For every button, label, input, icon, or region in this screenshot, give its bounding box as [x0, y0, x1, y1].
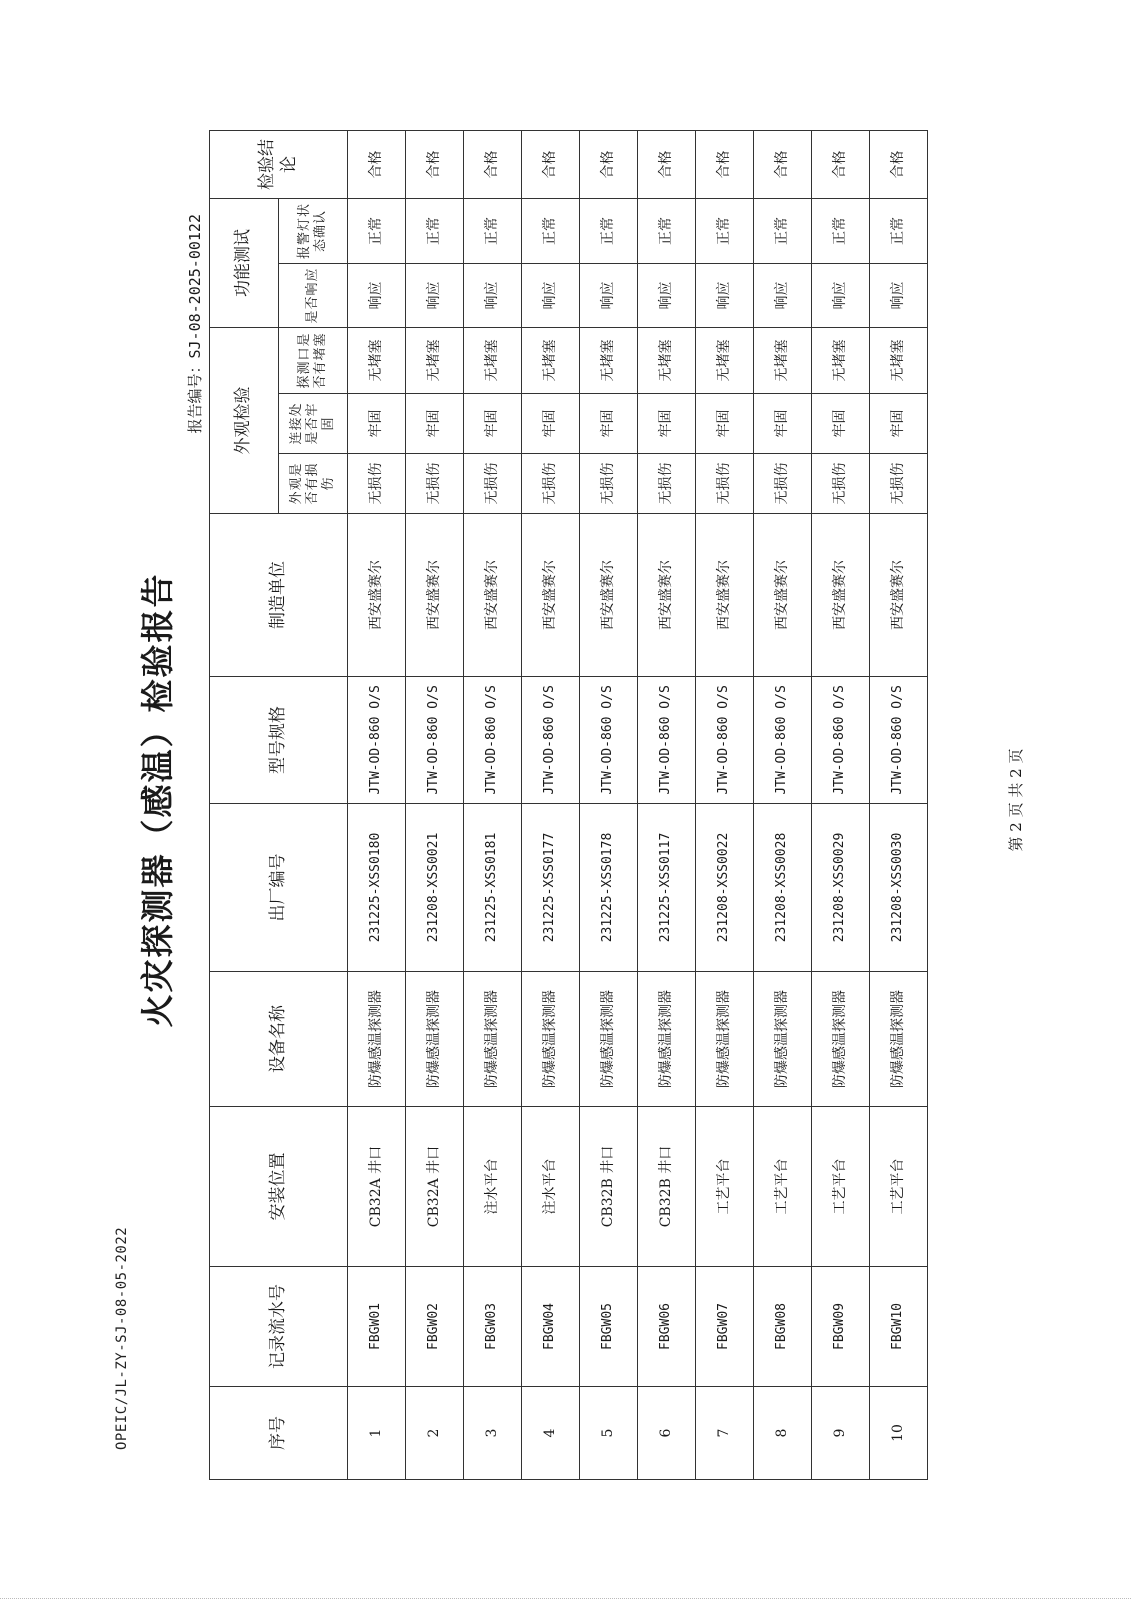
cell-response: 响应	[870, 264, 928, 328]
table-row	[812, 131, 870, 1480]
cell-serial-no: 231225-XSS0177	[522, 804, 580, 972]
cell-manufacturer: 西安盛赛尔	[464, 514, 522, 677]
cell-device-name: 防爆感温探测器	[580, 972, 638, 1107]
page-footer: 第 2 页 共 2 页	[1007, 748, 1025, 852]
cell-model: JTW-OD-860 O/S	[696, 677, 754, 804]
cell-port-blocked: 无堵塞	[812, 328, 870, 394]
header-model: 型号规格	[210, 677, 348, 804]
header-manufacturer: 制造单位	[210, 514, 348, 677]
cell-response: 响应	[812, 264, 870, 328]
cell-manufacturer: 西安盛赛尔	[348, 514, 406, 677]
cell-serial-no: 231208-XSS0029	[812, 804, 870, 972]
cell-connection-firm: 牢固	[464, 394, 522, 454]
cell-record-no: FBGW06	[638, 1267, 696, 1387]
table-row	[754, 131, 812, 1480]
cell-manufacturer: 西安盛赛尔	[696, 514, 754, 677]
cell-location: CB32B 井口	[638, 1107, 696, 1267]
header-response: 是否响应	[279, 264, 348, 328]
cell-connection-firm: 牢固	[580, 394, 638, 454]
cell-response: 响应	[638, 264, 696, 328]
cell-model: JTW-OD-860 O/S	[754, 677, 812, 804]
cell-connection-firm: 牢固	[812, 394, 870, 454]
cell-connection-firm: 牢固	[754, 394, 812, 454]
cell-seq: 7	[696, 1387, 754, 1480]
cell-location: 工艺平台	[696, 1107, 754, 1267]
cell-location: CB32B 井口	[580, 1107, 638, 1267]
cell-port-blocked: 无堵塞	[580, 328, 638, 394]
cell-alarm-light: 正常	[870, 199, 928, 264]
cell-model: JTW-OD-860 O/S	[406, 677, 464, 804]
table-row	[580, 131, 638, 1480]
cell-seq: 5	[580, 1387, 638, 1480]
table-row	[638, 131, 696, 1480]
cell-seq: 10	[870, 1387, 928, 1480]
table-row	[406, 131, 464, 1480]
cell-port-blocked: 无堵塞	[754, 328, 812, 394]
cell-alarm-light: 正常	[348, 199, 406, 264]
cell-location: CB32A 井口	[348, 1107, 406, 1267]
cell-seq: 6	[638, 1387, 696, 1480]
cell-alarm-light: 正常	[522, 199, 580, 264]
cell-connection-firm: 牢固	[348, 394, 406, 454]
cell-model: JTW-OD-860 O/S	[870, 677, 928, 804]
cell-conclusion: 合格	[580, 131, 638, 199]
cell-record-no: FBGW05	[580, 1267, 638, 1387]
cell-conclusion: 合格	[464, 131, 522, 199]
cell-conclusion: 合格	[754, 131, 812, 199]
cell-serial-no: 231208-XSS0022	[696, 804, 754, 972]
table-row	[870, 131, 928, 1480]
page-title: 火灾探测器（感温）检验报告	[138, 572, 177, 1028]
cell-appearance-damage: 无损伤	[580, 454, 638, 514]
cell-serial-no: 231208-XSS0021	[406, 804, 464, 972]
cell-location: 工艺平台	[754, 1107, 812, 1267]
header-serial-no: 出厂编号	[210, 804, 348, 972]
header-seq: 序号	[210, 1387, 348, 1480]
cell-location: 工艺平台	[812, 1107, 870, 1267]
cell-serial-no: 231225-XSS0178	[580, 804, 638, 972]
cell-record-no: FBGW09	[812, 1267, 870, 1387]
cell-response: 响应	[580, 264, 638, 328]
cell-manufacturer: 西安盛赛尔	[580, 514, 638, 677]
cell-conclusion: 合格	[812, 131, 870, 199]
header-port-blocked: 探测口是否有堵塞	[279, 328, 348, 394]
cell-manufacturer: 西安盛赛尔	[870, 514, 928, 677]
header-record-no: 记录流水号	[210, 1267, 348, 1387]
cell-serial-no: 231225-XSS0117	[638, 804, 696, 972]
cell-port-blocked: 无堵塞	[406, 328, 464, 394]
cell-record-no: FBGW04	[522, 1267, 580, 1387]
cell-serial-no: 231208-XSS0028	[754, 804, 812, 972]
cell-connection-firm: 牢固	[406, 394, 464, 454]
cell-model: JTW-OD-860 O/S	[522, 677, 580, 804]
cell-device-name: 防爆感温探测器	[638, 972, 696, 1107]
header-device-name: 设备名称	[210, 972, 348, 1107]
cell-appearance-damage: 无损伤	[638, 454, 696, 514]
cell-port-blocked: 无堵塞	[464, 328, 522, 394]
header-location: 安装位置	[210, 1107, 348, 1267]
cell-model: JTW-OD-860 O/S	[580, 677, 638, 804]
cell-location: 工艺平台	[870, 1107, 928, 1267]
cell-appearance-damage: 无损伤	[870, 454, 928, 514]
cell-manufacturer: 西安盛赛尔	[638, 514, 696, 677]
cell-port-blocked: 无堵塞	[348, 328, 406, 394]
cell-device-name: 防爆感温探测器	[870, 972, 928, 1107]
cell-location: 注水平台	[522, 1107, 580, 1267]
cell-connection-firm: 牢固	[696, 394, 754, 454]
header-connection-firm: 连接处是否牢固	[279, 394, 348, 454]
cell-conclusion: 合格	[406, 131, 464, 199]
cell-seq: 3	[464, 1387, 522, 1480]
report-number: 报告编号：SJ-08-2025-00122	[186, 214, 204, 434]
cell-conclusion: 合格	[348, 131, 406, 199]
cell-response: 响应	[696, 264, 754, 328]
cell-model: JTW-OD-860 O/S	[638, 677, 696, 804]
cell-seq: 8	[754, 1387, 812, 1480]
cell-record-no: FBGW02	[406, 1267, 464, 1387]
header-function-group: 功能测试	[210, 199, 279, 328]
cell-model: JTW-OD-860 O/S	[812, 677, 870, 804]
cell-appearance-damage: 无损伤	[522, 454, 580, 514]
table-row	[464, 131, 522, 1480]
cell-port-blocked: 无堵塞	[638, 328, 696, 394]
cell-connection-firm: 牢固	[522, 394, 580, 454]
cell-conclusion: 合格	[696, 131, 754, 199]
cell-appearance-damage: 无损伤	[696, 454, 754, 514]
cell-alarm-light: 正常	[638, 199, 696, 264]
cell-record-no: FBGW08	[754, 1267, 812, 1387]
cell-record-no: FBGW01	[348, 1267, 406, 1387]
header-appearance-damage: 外观是否有损伤	[279, 454, 348, 514]
cell-record-no: FBGW03	[464, 1267, 522, 1387]
cell-port-blocked: 无堵塞	[522, 328, 580, 394]
cell-device-name: 防爆感温探测器	[464, 972, 522, 1107]
cell-connection-firm: 牢固	[638, 394, 696, 454]
cell-manufacturer: 西安盛赛尔	[522, 514, 580, 677]
cell-alarm-light: 正常	[406, 199, 464, 264]
cell-device-name: 防爆感温探测器	[522, 972, 580, 1107]
header-row-1	[210, 131, 279, 1480]
cell-record-no: FBGW10	[870, 1267, 928, 1387]
header-alarm-light: 报警灯状态确认	[279, 199, 348, 264]
table-header	[210, 131, 348, 1480]
header-appearance-group: 外观检验	[210, 328, 279, 514]
cell-device-name: 防爆感温探测器	[348, 972, 406, 1107]
cell-appearance-damage: 无损伤	[754, 454, 812, 514]
cell-alarm-light: 正常	[754, 199, 812, 264]
header-conclusion: 检验结论	[210, 131, 348, 199]
cell-alarm-light: 正常	[696, 199, 754, 264]
table-row	[696, 131, 754, 1480]
cell-manufacturer: 西安盛赛尔	[754, 514, 812, 677]
cell-appearance-damage: 无损伤	[812, 454, 870, 514]
cell-location: CB32A 井口	[406, 1107, 464, 1267]
cell-record-no: FBGW07	[696, 1267, 754, 1387]
cell-port-blocked: 无堵塞	[870, 328, 928, 394]
cell-conclusion: 合格	[522, 131, 580, 199]
cell-serial-no: 231208-XSS0030	[870, 804, 928, 972]
cell-response: 响应	[348, 264, 406, 328]
cell-alarm-light: 正常	[812, 199, 870, 264]
cell-device-name: 防爆感温探测器	[812, 972, 870, 1107]
table-row	[522, 131, 580, 1480]
inspection-table	[209, 130, 928, 1480]
cell-connection-firm: 牢固	[870, 394, 928, 454]
cell-model: JTW-OD-860 O/S	[348, 677, 406, 804]
cell-seq: 1	[348, 1387, 406, 1480]
cell-alarm-light: 正常	[580, 199, 638, 264]
cell-serial-no: 231225-XSS0180	[348, 804, 406, 972]
table-body	[348, 131, 928, 1480]
cell-port-blocked: 无堵塞	[696, 328, 754, 394]
cell-device-name: 防爆感温探测器	[696, 972, 754, 1107]
cell-seq: 4	[522, 1387, 580, 1480]
table-row	[348, 131, 406, 1480]
document-code: OPEIC/JL-ZY-SJ-08-05-2022	[114, 1226, 130, 1450]
cell-manufacturer: 西安盛赛尔	[406, 514, 464, 677]
cell-appearance-damage: 无损伤	[348, 454, 406, 514]
cell-response: 响应	[522, 264, 580, 328]
cell-appearance-damage: 无损伤	[406, 454, 464, 514]
cell-seq: 2	[406, 1387, 464, 1480]
cell-appearance-damage: 无损伤	[464, 454, 522, 514]
cell-device-name: 防爆感温探测器	[754, 972, 812, 1107]
cell-location: 注水平台	[464, 1107, 522, 1267]
cell-seq: 9	[812, 1387, 870, 1480]
cell-response: 响应	[754, 264, 812, 328]
cell-serial-no: 231225-XSS0181	[464, 804, 522, 972]
cell-conclusion: 合格	[638, 131, 696, 199]
cell-conclusion: 合格	[870, 131, 928, 199]
cell-manufacturer: 西安盛赛尔	[812, 514, 870, 677]
cell-response: 响应	[464, 264, 522, 328]
cell-device-name: 防爆感温探测器	[406, 972, 464, 1107]
cell-alarm-light: 正常	[464, 199, 522, 264]
cell-response: 响应	[406, 264, 464, 328]
cell-model: JTW-OD-860 O/S	[464, 677, 522, 804]
